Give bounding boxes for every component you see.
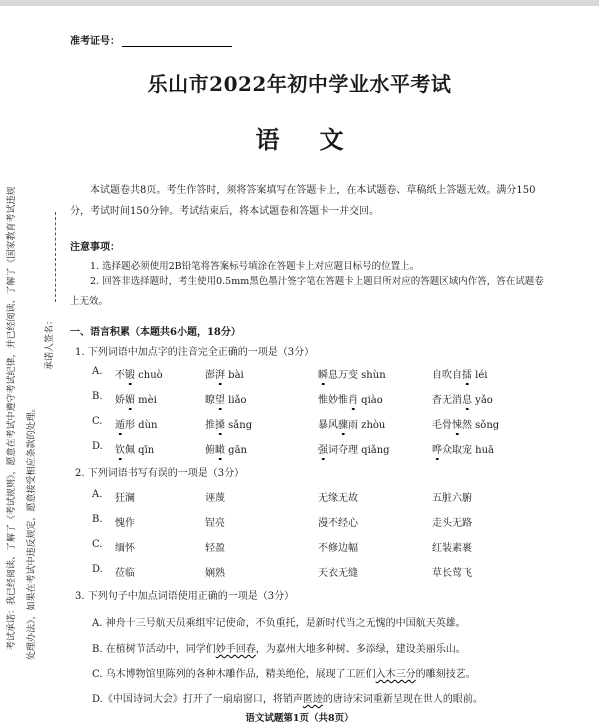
q1-option-letter: C. — [92, 416, 103, 427]
exam-number-blank — [122, 36, 232, 47]
q2-option-letter: B. — [92, 514, 103, 525]
subject-title: 语文 — [255, 125, 384, 154]
top-strip — [0, 0, 599, 6]
q1-option-item: 杳无消息 yǎo — [432, 395, 493, 406]
q1-option-letter: D. — [92, 441, 103, 452]
q2-option-item: 缅怀 — [115, 543, 135, 554]
side-signature-label: 承诺人签名： — [45, 315, 55, 370]
q2-option-item: 五脏六腑 — [432, 493, 472, 504]
exam-number-field — [70, 32, 232, 47]
q2-option-item: 红装素裹 — [432, 543, 472, 554]
q3-option-a — [92, 614, 466, 629]
q1-option-item: 哗众取宠 huā — [432, 445, 495, 456]
q3-option-b — [92, 640, 466, 655]
q2-stem: 2. 下列词语书写有误的一项是（3分） — [75, 468, 245, 479]
q2-option-letter: A. — [92, 489, 103, 500]
q2-option-item: 天衣无缝 — [318, 568, 358, 579]
q3-option-c-marked: 入木三分 — [375, 669, 416, 680]
q1-option-item: 毛骨悚然 sǒng — [432, 420, 500, 431]
q3-option-d-marked: 匿迹 — [302, 694, 323, 705]
q2-option-item: 诬蔑 — [205, 493, 225, 504]
q2-option-item: 愧作 — [115, 518, 135, 529]
side-dashed-line — [55, 212, 56, 302]
q2-option-letter: C. — [92, 539, 103, 550]
q3-option-b-marked: 妙手回春 — [215, 644, 256, 655]
q1-option-item: 俯瞰 gān — [205, 445, 247, 456]
q1-option-item: 澎湃 bài — [205, 370, 244, 381]
intro-paragraph: 本试题卷共8页。考生作答时，须将答案填写在答题卡上，在本试题卷、草稿纸上答题无效。满分150分，考试时间150分钟。考试结束后，将本试题卷和答题卡一并交回。 — [70, 185, 536, 217]
section-1-heading: 一、语言积累（本题共6小题，18分） — [70, 327, 241, 338]
q3-option-d-post: 的唐诗宋词重新呈现在世人的眼前。 — [322, 694, 483, 705]
q2-option-item: 漫不经心 — [318, 518, 358, 529]
q1-option-letter: A. — [92, 366, 103, 377]
exam-number-label: 准考证号： — [70, 36, 120, 47]
q3-stem: 3. 下列句子中加点词语使用正确的一项是（3分） — [75, 591, 295, 602]
q1-option-item: 暴风骤雨 zhòu — [318, 420, 386, 431]
q1-option-letter: B. — [92, 391, 103, 402]
q3-option-d — [92, 690, 483, 705]
q1-option-item: 钦佩 qīn — [115, 445, 155, 456]
q2-option-item: 狂澜 — [115, 493, 135, 504]
q2-option-item: 轻盈 — [205, 543, 225, 554]
q1-option-item: 惟妙惟肖 qiào — [318, 395, 383, 406]
q3-option-c-post: 的雕刻技艺。 — [415, 669, 476, 680]
q1-option-item: 自吹自擂 léi — [432, 370, 488, 381]
side-pledge-col2: 处理办法》，如果在考试中违反规定，愿意接受相应条款的处理。 — [27, 403, 37, 660]
q3-option-b-pre: B. 在植树节活动中，同学们 — [92, 644, 216, 655]
q2-option-item: 莅临 — [115, 568, 135, 579]
q3-option-a-text: A. 神舟十三号航天员乘组牢记使命，不负重托，是新时代当之无愧的中国航天英雄。 — [92, 618, 466, 629]
q3-option-d-pre: D.《中国诗词大会》打开了一扇扇窗口，将销声 — [92, 694, 303, 705]
side-pledge-col1: 考试承诺：我已经阅读、了解了《考试规则》，愿意在考试中遵守考试纪律，并已经阅读、了解了《国家教育考试违规 — [7, 186, 17, 650]
exam-title: 乐山市2022年初中学业水平考试 — [147, 72, 452, 96]
notice-heading: 注意事项： — [70, 242, 120, 253]
q2-option-item: 不修边幅 — [318, 543, 358, 554]
page-footer: 语文试题第1页（共8页） — [245, 713, 354, 724]
q2-option-item: 娴熟 — [205, 568, 225, 579]
q1-option-item: 不锻 chuò — [115, 370, 163, 381]
q2-option-item: 走头无路 — [432, 518, 472, 529]
q1-option-item: 遁形 dùn — [115, 420, 158, 431]
q2-option-item: 草长莺飞 — [432, 568, 472, 579]
q2-option-item: 无缘无故 — [318, 493, 358, 504]
q3-option-c — [92, 665, 476, 680]
q3-option-b-post: ，为嘉州大地多种树、多添绿，建设美丽乐山。 — [255, 644, 466, 655]
notice-item-1: 1. 选择题必须使用2B铅笔将答案标号填涂在答题卡上对应题目标号的位置上。 — [90, 261, 420, 272]
q2-option-letter: D. — [92, 564, 103, 575]
q1-option-item: 强词夺理 qiǎng — [318, 445, 390, 456]
q1-stem: 1. 下列词语中加点字的注音完全正确的一项是（3分） — [75, 347, 315, 358]
q3-option-c-pre: C. 乌木博物馆里陈列的各种木雕作品，精美绝伦，展现了工匠们 — [92, 669, 376, 680]
q1-option-item: 瞭望 liǎo — [205, 395, 247, 406]
q2-option-item: 锃亮 — [205, 518, 225, 529]
q1-option-item: 推搡 sǎng — [205, 420, 253, 431]
q1-option-item: 娇媚 mèi — [115, 395, 157, 406]
notice-item-2: 2. 回答非选择题时，考生使用0.5mm黑色墨汁签字笔在答题卡上题目所对应的答题区域内作答，答在试题卷上无效。 — [70, 276, 544, 307]
q1-option-item: 瞬息万变 shùn — [318, 370, 386, 381]
